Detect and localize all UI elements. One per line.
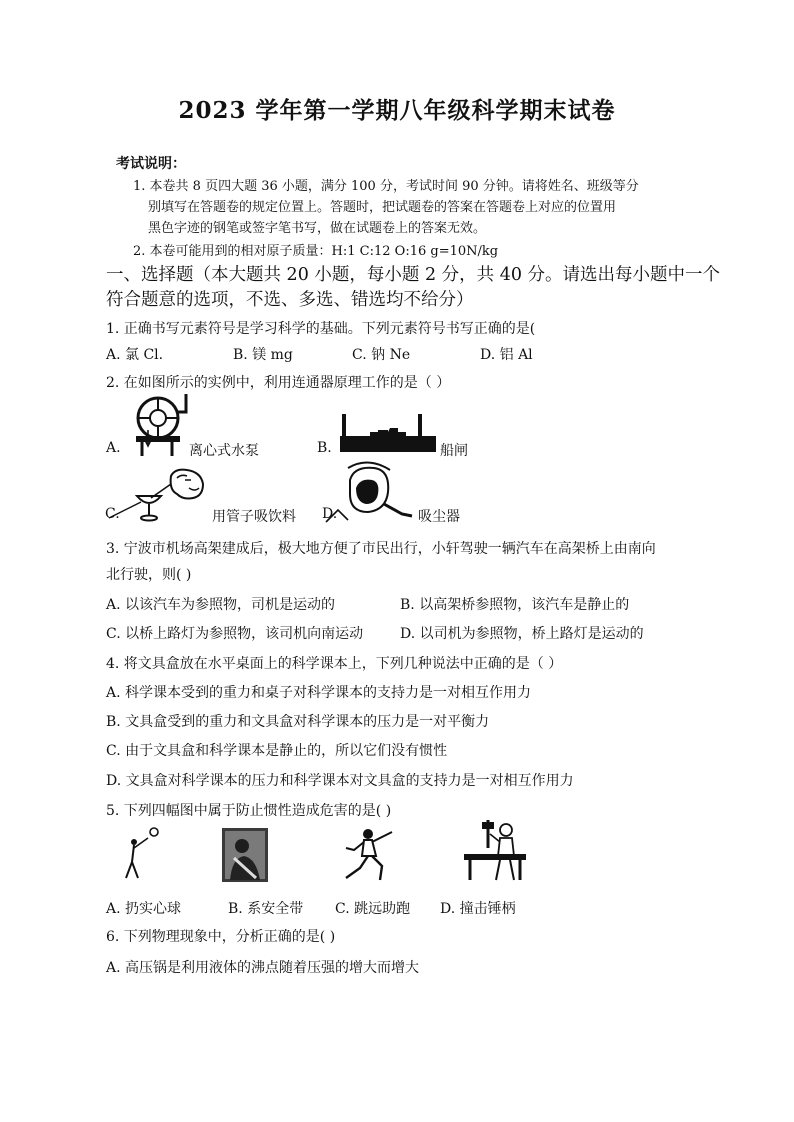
q1-option-d: D. 铝 Al xyxy=(480,347,533,363)
q3-option-c: C. 以桥上路灯为参照物，该司机向南运动 xyxy=(106,626,364,642)
q2-option-c-label: C. xyxy=(105,506,120,522)
q2-option-a-caption: 离心式水泵 xyxy=(189,443,259,459)
q5-stem: 5. 下列四幅图中属于防止惯性造成危害的是( ) xyxy=(106,803,392,819)
section-1-heading-line-2: 符合题意的选项，不选、多选、错选均不给分） xyxy=(106,290,474,310)
q2-option-d-label: D. xyxy=(322,506,338,522)
q4-option-c: C. 由于文具盒和科学课本是静止的，所以它们没有惯性 xyxy=(106,743,448,759)
centrifugal-pump-figure xyxy=(128,392,194,458)
q1-option-c: C. 钠 Ne xyxy=(352,347,411,363)
exam-title: 2023 学年第一学期八年级科学期末试卷 xyxy=(178,97,616,124)
q2-option-b-caption: 船闸 xyxy=(440,443,468,459)
q5-option-b: B. 系安全带 xyxy=(228,901,304,917)
seat-belt-figure xyxy=(222,828,268,882)
q3-stem-line-2: 北行驶，则( ) xyxy=(106,567,192,583)
straw-drinking-figure xyxy=(105,466,213,524)
instruction-1-line-3: 黑色字迹的钢笔或签字笔书写，做在试题卷上的答案无效。 xyxy=(148,221,487,236)
q5-option-a: A. 扔实心球 xyxy=(106,901,182,917)
q3-option-b: B. 以高架桥参照物，该汽车是静止的 xyxy=(400,597,630,613)
q4-option-a: A. 科学课本受到的重力和桌子对科学课本的支持力是一对相互作用力 xyxy=(106,685,532,701)
q2-option-b-label: B. xyxy=(317,440,332,456)
q2-option-c-caption: 用管子吸饮料 xyxy=(212,509,296,525)
q2-option-d-caption: 吸尘器 xyxy=(418,509,460,525)
q2-stem: 2. 在如图所示的实例中，利用连通器原理工作的是（ ） xyxy=(106,375,451,391)
instruction-1-line-1: 1. 本卷共 8 页四大题 36 小题，满分 100 分，考试时间 90 分钟。请将姓名、班级等分 xyxy=(133,179,639,194)
long-jump-figure xyxy=(338,826,408,884)
q4-stem: 4. 将文具盒放在水平桌面上的科学课本上，下列几种说法中正确的是（ ） xyxy=(106,656,563,672)
q2-option-a-label: A. xyxy=(106,440,121,456)
ship-lock-figure xyxy=(340,412,436,454)
q5-option-d: D. 撞击锤柄 xyxy=(440,901,516,917)
q5-option-c: C. 跳远助跑 xyxy=(335,901,411,917)
q1-option-b: B. 镁 mg xyxy=(233,347,293,363)
hammer-handle-figure xyxy=(462,818,530,884)
instruction-2: 2. 本卷可能用到的相对原子质量：H:1 C:12 O:16 g=10N/kg xyxy=(133,244,499,259)
q4-option-b: B. 文具盒受到的重力和文具盒对科学课本的压力是一对平衡力 xyxy=(106,714,490,730)
section-1-heading-line-1: 一、选择题（本大题共 20 小题，每小题 2 分，共 40 分。请选出每小题中一个 xyxy=(106,265,721,285)
instructions-heading: 考试说明： xyxy=(116,156,186,172)
throwing-ball-figure xyxy=(118,826,162,882)
q3-stem-line-1: 3. 宁波市机场高架建成后，极大地方便了市民出行，小轩驾驶一辆汽车在高架桥上由南向 xyxy=(106,541,656,557)
instruction-1-line-2: 别填写在答题卷的规定位置上。答题时，把试题卷的答案在答题卷上对应的位置用 xyxy=(148,200,617,215)
q1-option-a: A. 氯 Cl. xyxy=(106,347,164,363)
q1-stem: 1. 正确书写元素符号是学习科学的基础。下列元素符号书写正确的是( xyxy=(106,321,536,337)
q6-stem: 6. 下列物理现象中，分析正确的是( ) xyxy=(106,929,336,945)
q6-option-a: A. 高压锅是利用液体的沸点随着压强的增大而增大 xyxy=(106,960,420,976)
q3-option-a: A. 以该汽车为参照物，司机是运动的 xyxy=(106,597,336,613)
q4-option-d: D. 文具盒对科学课本的压力和科学课本对文具盒的支持力是一对相互作用力 xyxy=(106,773,574,789)
q3-option-d: D. 以司机为参照物，桥上路灯是运动的 xyxy=(400,626,644,642)
